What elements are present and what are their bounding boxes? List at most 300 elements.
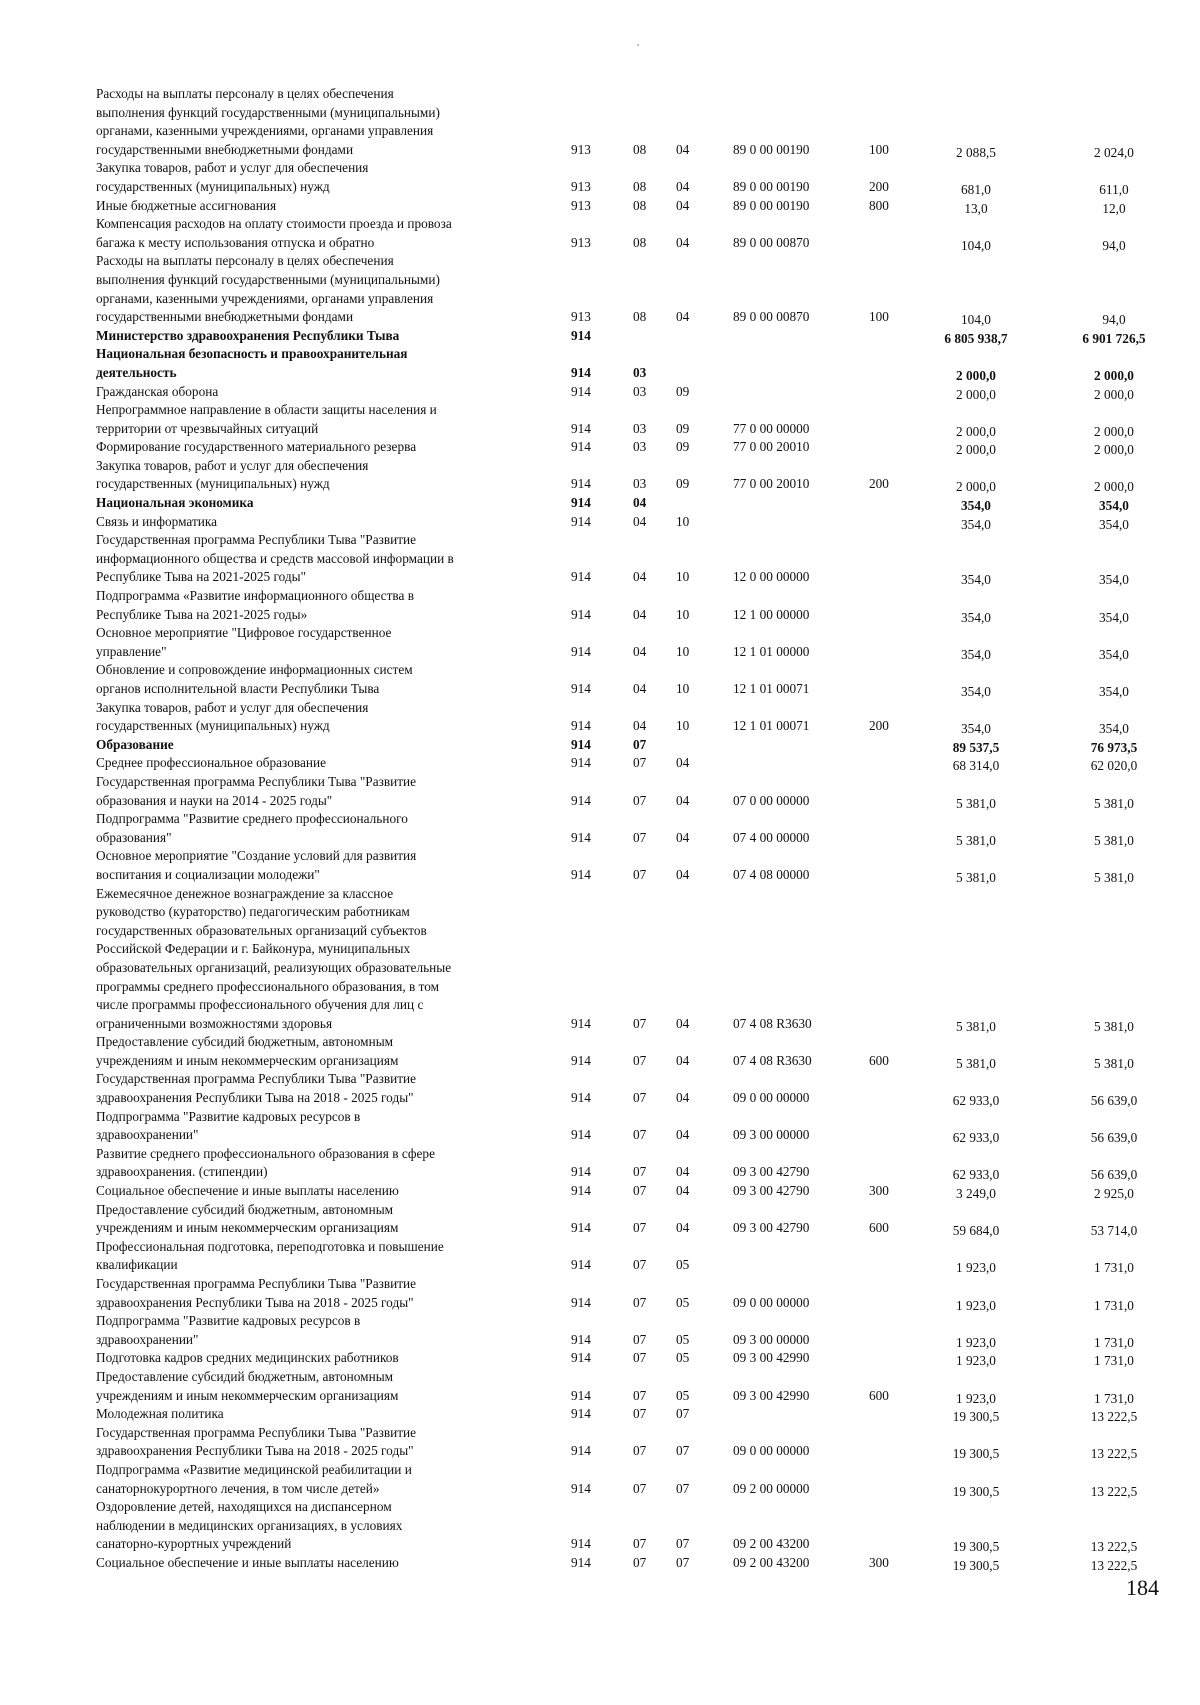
amount-year-2: 6 901 726,5 xyxy=(1082,330,1146,346)
section-code: 03 xyxy=(633,383,647,399)
section-code: 07 xyxy=(633,1331,647,1347)
description-line: Формирование государственного материального резерва xyxy=(96,439,417,455)
description-line: Российской Федерации и г. Байконура, муниципальных xyxy=(96,941,411,957)
row-codes xyxy=(96,1331,1156,1350)
admin-code: 914 xyxy=(571,681,591,696)
row-codes xyxy=(96,364,1156,383)
table-row xyxy=(96,159,1156,196)
target-article-code: 12 0 00 00000 xyxy=(733,569,810,585)
amount-year-2: 2 000,0 xyxy=(1094,479,1134,495)
subsection-code: 04 xyxy=(676,178,690,194)
subsection-code: 04 xyxy=(676,1127,690,1143)
section-code: 07 xyxy=(633,1164,647,1180)
description-line: управление" xyxy=(96,643,167,659)
amount-year-2: 53 714,0 xyxy=(1090,1223,1138,1239)
target-article-code: 09 3 00 42990 xyxy=(733,1350,810,1366)
admin-code: 914 xyxy=(571,1220,591,1236)
row-codes xyxy=(96,568,1156,587)
subsection-code: 04 xyxy=(676,1220,690,1236)
row-codes xyxy=(96,1163,1156,1182)
table-row xyxy=(96,587,1156,624)
amount-year-1: 19 300,5 xyxy=(952,1446,1000,1462)
amount-year-1: 89 537,5 xyxy=(952,739,1000,755)
row-codes xyxy=(96,420,1156,439)
table-row xyxy=(96,1182,1156,1201)
subsection-code: 10 xyxy=(676,643,690,659)
section-code: 04 xyxy=(633,606,647,622)
description-line: Оздоровление детей, находящихся на диспансерном xyxy=(96,1499,392,1515)
description-line: Подпрограмма «Развитие информационного общества в xyxy=(96,588,414,604)
admin-code: 914 xyxy=(571,569,591,585)
expense-type-code: 300 xyxy=(869,1554,889,1570)
row-codes xyxy=(96,1535,1156,1554)
description-line: Национальная экономика xyxy=(96,495,254,511)
section-code: 07 xyxy=(633,1015,647,1031)
section-code: 07 xyxy=(633,1090,647,1106)
row-codes xyxy=(96,234,1156,253)
section-code: 08 xyxy=(633,197,647,213)
description-line: государственными внебюджетными фондами xyxy=(96,309,354,325)
subsection-code: 07 xyxy=(676,1443,690,1459)
amount-year-1: 62 933,0 xyxy=(952,1130,1000,1146)
section-code: 03 xyxy=(633,476,647,492)
admin-code: 914 xyxy=(571,1052,591,1068)
expense-type-code: 100 xyxy=(869,141,889,157)
subsection-code: 09 xyxy=(676,476,690,492)
subsection-code: 10 xyxy=(676,718,690,734)
description-line: Расходы на выплаты персоналу в целях обеспечения xyxy=(96,253,394,269)
amount-year-2: 354,0 xyxy=(1099,721,1129,737)
table-row xyxy=(96,1145,1156,1182)
description-line: Закупка товаров, работ и услуг для обеспечения xyxy=(96,457,369,473)
admin-code: 913 xyxy=(571,197,591,213)
description-line: территории от чрезвычайных ситуаций xyxy=(96,420,319,436)
row-codes xyxy=(96,327,1156,346)
description-line: органов исполнительной власти Республики Тыва xyxy=(96,681,380,696)
amount-year-1: 354,0 xyxy=(961,646,991,662)
row-codes xyxy=(96,383,1156,402)
description-line: Гражданская оборона xyxy=(96,383,219,399)
description-line: Предоставление субсидий бюджетным, автономным xyxy=(96,1368,394,1384)
description-line: Государственная программа Республики Тыва "Развитие xyxy=(96,532,417,548)
target-article-code: 07 4 00 00000 xyxy=(733,829,810,845)
amount-year-2: 1 731,0 xyxy=(1094,1353,1134,1369)
amount-year-1: 19 300,5 xyxy=(952,1557,1000,1573)
row-codes xyxy=(96,1256,1156,1275)
description-line: Закупка товаров, работ и услуг для обеспечения xyxy=(96,699,369,715)
subsection-code: 10 xyxy=(676,606,690,622)
scan-artifact xyxy=(637,44,639,46)
admin-code: 914 xyxy=(571,755,591,771)
amount-year-1: 681,0 xyxy=(961,181,991,197)
amount-year-2: 1 731,0 xyxy=(1094,1390,1134,1406)
subsection-code: 07 xyxy=(676,1406,690,1422)
table-row xyxy=(96,1312,1156,1349)
target-article-code: 09 0 00 00000 xyxy=(733,1443,810,1459)
target-article-code: 77 0 00 20010 xyxy=(733,476,810,492)
subsection-code: 05 xyxy=(676,1294,690,1310)
description-line: Государственная программа Республики Тыва "Развитие xyxy=(96,1071,417,1087)
admin-code: 914 xyxy=(571,513,591,529)
admin-code: 914 xyxy=(571,1387,591,1403)
expense-type-code: 600 xyxy=(869,1387,889,1403)
row-codes xyxy=(96,1442,1156,1461)
row-codes xyxy=(96,1387,1156,1406)
admin-code: 914 xyxy=(571,1443,591,1459)
table-row xyxy=(96,1498,1156,1554)
amount-year-1: 62 933,0 xyxy=(952,1167,1000,1183)
target-article-code: 09 3 00 42990 xyxy=(733,1387,810,1403)
section-code: 07 xyxy=(633,1257,647,1273)
subsection-code: 04 xyxy=(676,1015,690,1031)
description-line: Подпрограмма "Развитие кадровых ресурсов в xyxy=(96,1313,361,1329)
row-codes xyxy=(96,1554,1156,1573)
section-code: 07 xyxy=(633,1220,647,1236)
expense-type-code: 100 xyxy=(869,309,889,325)
target-article-code: 12 1 01 00071 xyxy=(733,681,810,696)
row-codes xyxy=(96,829,1156,848)
row-codes xyxy=(96,513,1156,532)
table-row xyxy=(96,1554,1156,1573)
description-line: Подпрограмма «Развитие медицинской реабилитации и xyxy=(96,1461,412,1477)
section-code: 07 xyxy=(633,1536,647,1552)
table-row xyxy=(96,1349,1156,1368)
row-codes xyxy=(96,754,1156,773)
description-line: Министерство здравоохранения Республики Тыва xyxy=(96,327,400,343)
amount-year-2: 76 973,5 xyxy=(1090,739,1138,755)
row-codes xyxy=(96,1089,1156,1108)
amount-year-2: 2 024,0 xyxy=(1094,144,1134,160)
description-line: здравоохранении" xyxy=(96,1331,199,1347)
table-row xyxy=(96,1070,1156,1107)
amount-year-2: 2 925,0 xyxy=(1094,1186,1134,1202)
amount-year-1: 2 000,0 xyxy=(956,386,996,402)
target-article-code: 77 0 00 00000 xyxy=(733,420,810,436)
admin-code: 914 xyxy=(571,1294,591,1310)
target-article-code: 89 0 00 00190 xyxy=(733,141,810,157)
row-codes xyxy=(96,1052,1156,1071)
row-codes xyxy=(96,141,1156,160)
amount-year-2: 62 020,0 xyxy=(1090,758,1138,774)
target-article-code: 89 0 00 00190 xyxy=(733,197,810,213)
description-line: руководство (кураторство) педагогическим работникам xyxy=(96,904,410,920)
section-code: 07 xyxy=(633,755,647,771)
target-article-code: 09 3 00 42790 xyxy=(733,1164,810,1180)
subsection-code: 04 xyxy=(676,234,690,250)
description-line: числе программы профессионального обучения для лиц с xyxy=(96,997,424,1013)
admin-code: 914 xyxy=(571,1164,591,1180)
expense-type-code: 600 xyxy=(869,1052,889,1068)
expense-type-code: 200 xyxy=(869,178,889,194)
admin-code: 914 xyxy=(571,1331,591,1347)
description-line: Ежемесячное денежное вознаграждение за классное xyxy=(96,885,394,901)
amount-year-1: 2 000,0 xyxy=(956,479,996,495)
amount-year-2: 1 731,0 xyxy=(1094,1297,1134,1313)
description-line: органами, казенными учреждениями, органами управления xyxy=(96,290,434,306)
amount-year-1: 19 300,5 xyxy=(952,1409,1000,1425)
section-code: 07 xyxy=(633,1554,647,1570)
description-line: ограниченными возможностями здоровья xyxy=(96,1015,333,1031)
admin-code: 914 xyxy=(571,829,591,845)
section-code: 08 xyxy=(633,178,647,194)
admin-code: 914 xyxy=(571,792,591,808)
target-article-code: 09 3 00 00000 xyxy=(733,1127,810,1143)
section-code: 07 xyxy=(633,1127,647,1143)
table-row xyxy=(96,345,1156,382)
description-line: Республике Тыва на 2021-2025 годы" xyxy=(96,569,307,585)
description-line: воспитания и социализации молодежи" xyxy=(96,866,320,882)
admin-code: 914 xyxy=(571,1090,591,1106)
subsection-code: 05 xyxy=(676,1350,690,1366)
amount-year-2: 13 222,5 xyxy=(1090,1409,1138,1425)
target-article-code: 09 3 00 42790 xyxy=(733,1220,810,1236)
section-code: 03 xyxy=(633,439,647,455)
section-code: 07 xyxy=(633,1294,647,1310)
row-codes xyxy=(96,438,1156,457)
table-row xyxy=(96,85,1156,159)
subsection-code: 04 xyxy=(676,866,690,882)
description-line: Расходы на выплаты персоналу в целях обеспечения xyxy=(96,86,394,101)
description-line: Непрограммное направление в области защиты населения и xyxy=(96,402,437,418)
row-codes xyxy=(96,736,1156,755)
amount-year-1: 354,0 xyxy=(961,572,991,588)
description-line: квалификации xyxy=(96,1257,178,1273)
section-code: 04 xyxy=(633,495,647,511)
description-line: санаторнокурортного лечения, в том числе детей» xyxy=(96,1480,380,1496)
section-code: 07 xyxy=(633,1406,647,1422)
section-code: 07 xyxy=(633,1052,647,1068)
amount-year-1: 1 923,0 xyxy=(956,1353,996,1369)
description-line: Компенсация расходов на оплату стоимости проезда и провоза xyxy=(96,216,452,232)
target-article-code: 89 0 00 00870 xyxy=(733,309,810,325)
table-row xyxy=(96,327,1156,346)
admin-code: 914 xyxy=(571,364,591,380)
table-row xyxy=(96,513,1156,532)
amount-year-2: 94,0 xyxy=(1102,312,1126,328)
amount-year-1: 1 923,0 xyxy=(956,1334,996,1350)
table-row xyxy=(96,494,1156,513)
table-row xyxy=(96,885,1156,1034)
section-code: 04 xyxy=(633,513,647,529)
admin-code: 914 xyxy=(571,866,591,882)
subsection-code: 04 xyxy=(676,141,690,157)
admin-code: 914 xyxy=(571,495,591,511)
amount-year-2: 13 222,5 xyxy=(1090,1557,1138,1573)
admin-code: 914 xyxy=(571,1257,591,1273)
amount-year-1: 354,0 xyxy=(961,609,991,625)
table-row xyxy=(96,661,1156,698)
amount-year-2: 2 000,0 xyxy=(1094,367,1134,383)
amount-year-1: 104,0 xyxy=(961,237,991,253)
amount-year-1: 3 249,0 xyxy=(956,1186,996,1202)
admin-code: 914 xyxy=(571,718,591,734)
description-line: Государственная программа Республики Тыва "Развитие xyxy=(96,1424,417,1440)
amount-year-1: 5 381,0 xyxy=(956,795,996,811)
subsection-code: 04 xyxy=(676,1090,690,1106)
description-line: выполнения функций государственными (муниципальными) xyxy=(96,271,440,287)
target-article-code: 12 1 01 00071 xyxy=(733,718,810,734)
description-line: Основное мероприятие "Цифровое государственное xyxy=(96,625,392,641)
section-code: 07 xyxy=(633,792,647,808)
amount-year-1: 5 381,0 xyxy=(956,1055,996,1071)
admin-code: 914 xyxy=(571,1406,591,1422)
row-codes xyxy=(96,792,1156,811)
table-row xyxy=(96,754,1156,773)
amount-year-2: 13 222,5 xyxy=(1090,1446,1138,1462)
amount-year-1: 1 923,0 xyxy=(956,1297,996,1313)
section-code: 07 xyxy=(633,1183,647,1199)
table-row xyxy=(96,736,1156,755)
description-line: деятельность xyxy=(96,364,177,380)
row-codes xyxy=(96,308,1156,327)
description-line: государственными внебюджетными фондами xyxy=(96,141,354,157)
row-codes xyxy=(96,197,1156,216)
amount-year-2: 2 000,0 xyxy=(1094,442,1134,458)
subsection-code: 07 xyxy=(676,1480,690,1496)
expense-type-code: 600 xyxy=(869,1220,889,1236)
amount-year-2: 5 381,0 xyxy=(1094,795,1134,811)
section-code: 07 xyxy=(633,1387,647,1403)
table-row xyxy=(96,1424,1156,1461)
target-article-code: 09 2 00 43200 xyxy=(733,1554,810,1570)
section-code: 07 xyxy=(633,736,647,752)
row-codes xyxy=(96,1349,1156,1368)
description-line: здравоохранения Республики Тыва на 2018 - 2025 годы" xyxy=(96,1090,414,1106)
description-line: Подготовка кадров средних медицинских работников xyxy=(96,1350,399,1366)
row-codes xyxy=(96,494,1156,513)
amount-year-2: 354,0 xyxy=(1099,572,1129,588)
table-row xyxy=(96,457,1156,494)
description-line: государственных (муниципальных) нужд xyxy=(96,476,330,492)
subsection-code: 05 xyxy=(676,1331,690,1347)
subsection-code: 10 xyxy=(676,681,690,696)
description-line: наблюдении в медицинских организациях, в условиях xyxy=(96,1517,403,1533)
description-line: Молодежная политика xyxy=(96,1406,224,1422)
description-line: Государственная программа Республики Тыва "Развитие xyxy=(96,1276,417,1291)
table-row xyxy=(96,1368,1156,1405)
admin-code: 913 xyxy=(571,141,591,157)
target-article-code: 09 2 00 00000 xyxy=(733,1480,810,1496)
description-line: санаторно-курортных учреждений xyxy=(96,1536,292,1552)
amount-year-2: 56 639,0 xyxy=(1090,1130,1138,1146)
amount-year-1: 2 000,0 xyxy=(956,442,996,458)
subsection-code: 05 xyxy=(676,1387,690,1403)
target-article-code: 12 1 01 00000 xyxy=(733,643,810,659)
amount-year-2: 56 639,0 xyxy=(1090,1167,1138,1183)
section-code: 07 xyxy=(633,829,647,845)
row-codes xyxy=(96,1294,1156,1313)
description-line: образования и науки на 2014 - 2025 годы" xyxy=(96,792,333,808)
amount-year-2: 13 222,5 xyxy=(1090,1483,1138,1499)
amount-year-2: 354,0 xyxy=(1099,684,1129,699)
amount-year-1: 2 000,0 xyxy=(956,423,996,439)
amount-year-1: 354,0 xyxy=(961,498,991,514)
description-line: Обновление и сопровождение информационных систем xyxy=(96,662,413,678)
subsection-code: 04 xyxy=(676,309,690,325)
description-line: государственных (муниципальных) нужд xyxy=(96,718,330,734)
amount-year-2: 5 381,0 xyxy=(1094,1055,1134,1071)
admin-code: 914 xyxy=(571,1183,591,1199)
table-row xyxy=(96,699,1156,736)
amount-year-2: 354,0 xyxy=(1099,516,1129,532)
row-codes xyxy=(96,717,1156,736)
amount-year-1: 6 805 938,7 xyxy=(944,330,1008,346)
row-codes xyxy=(96,866,1156,885)
description-line: Среднее профессиональное образование xyxy=(96,755,326,771)
description-line: Предоставление субсидий бюджетным, автономным xyxy=(96,1201,394,1217)
subsection-code: 09 xyxy=(676,439,690,455)
amount-year-2: 354,0 xyxy=(1099,609,1129,625)
description-line: здравоохранения. (стипендии) xyxy=(96,1164,268,1180)
table-row xyxy=(96,1033,1156,1070)
admin-code: 914 xyxy=(571,1480,591,1496)
subsection-code: 04 xyxy=(676,197,690,213)
description-line: учреждениям и иным некоммерческим организациям xyxy=(96,1220,399,1236)
amount-year-2: 611,0 xyxy=(1099,181,1129,197)
target-article-code: 09 2 00 43200 xyxy=(733,1536,810,1552)
description-line: информационного общества и средств массовой информации в xyxy=(96,550,454,566)
description-line: программы среднего профессионального образования, в том xyxy=(96,978,440,994)
description-line: здравоохранении" xyxy=(96,1127,199,1143)
budget-table xyxy=(96,85,1156,1573)
table-row xyxy=(96,215,1156,252)
amount-year-1: 2 000,0 xyxy=(956,367,996,383)
page-number: 184 xyxy=(1126,1575,1159,1600)
row-codes xyxy=(96,643,1156,662)
description-line: Основное мероприятие "Создание условий для развития xyxy=(96,848,417,864)
section-code: 08 xyxy=(633,234,647,250)
subsection-code: 10 xyxy=(676,569,690,585)
description-line: Социальное обеспечение и иные выплаты населению xyxy=(96,1554,399,1570)
amount-year-2: 13 222,5 xyxy=(1090,1539,1138,1555)
row-codes xyxy=(96,1480,1156,1499)
admin-code: 914 xyxy=(571,327,591,343)
section-code: 04 xyxy=(633,718,647,734)
amount-year-2: 94,0 xyxy=(1102,237,1126,253)
section-code: 07 xyxy=(633,866,647,882)
section-code: 07 xyxy=(633,1350,647,1366)
amount-year-1: 1 923,0 xyxy=(956,1260,996,1276)
target-article-code: 07 4 08 R3630 xyxy=(733,1015,812,1031)
target-article-code: 12 1 00 00000 xyxy=(733,606,810,622)
description-line: Подпрограмма "Развитие кадровых ресурсов в xyxy=(96,1108,361,1124)
table-row xyxy=(96,1238,1156,1275)
target-article-code: 07 4 08 R3630 xyxy=(733,1052,812,1068)
table-row xyxy=(96,773,1156,810)
amount-year-2: 1 731,0 xyxy=(1094,1260,1134,1276)
amount-year-2: 2 000,0 xyxy=(1094,386,1134,402)
target-article-code: 77 0 00 20010 xyxy=(733,439,810,455)
amount-year-1: 5 381,0 xyxy=(956,1018,996,1034)
amount-year-1: 59 684,0 xyxy=(952,1223,1000,1239)
amount-year-1: 104,0 xyxy=(961,312,991,328)
subsection-code: 07 xyxy=(676,1536,690,1552)
subsection-code: 04 xyxy=(676,1183,690,1199)
amount-year-1: 62 933,0 xyxy=(952,1093,1000,1109)
section-code: 07 xyxy=(633,1443,647,1459)
amount-year-1: 1 923,0 xyxy=(956,1390,996,1406)
row-codes xyxy=(96,680,1156,699)
expense-type-code: 200 xyxy=(869,718,889,734)
amount-year-1: 354,0 xyxy=(961,684,991,699)
table-row xyxy=(96,847,1156,884)
amount-year-1: 19 300,5 xyxy=(952,1539,1000,1555)
subsection-code: 04 xyxy=(676,1052,690,1068)
amount-year-1: 2 088,5 xyxy=(956,144,996,160)
admin-code: 913 xyxy=(571,309,591,325)
subsection-code: 04 xyxy=(676,1164,690,1180)
amount-year-2: 1 731,0 xyxy=(1094,1334,1134,1350)
